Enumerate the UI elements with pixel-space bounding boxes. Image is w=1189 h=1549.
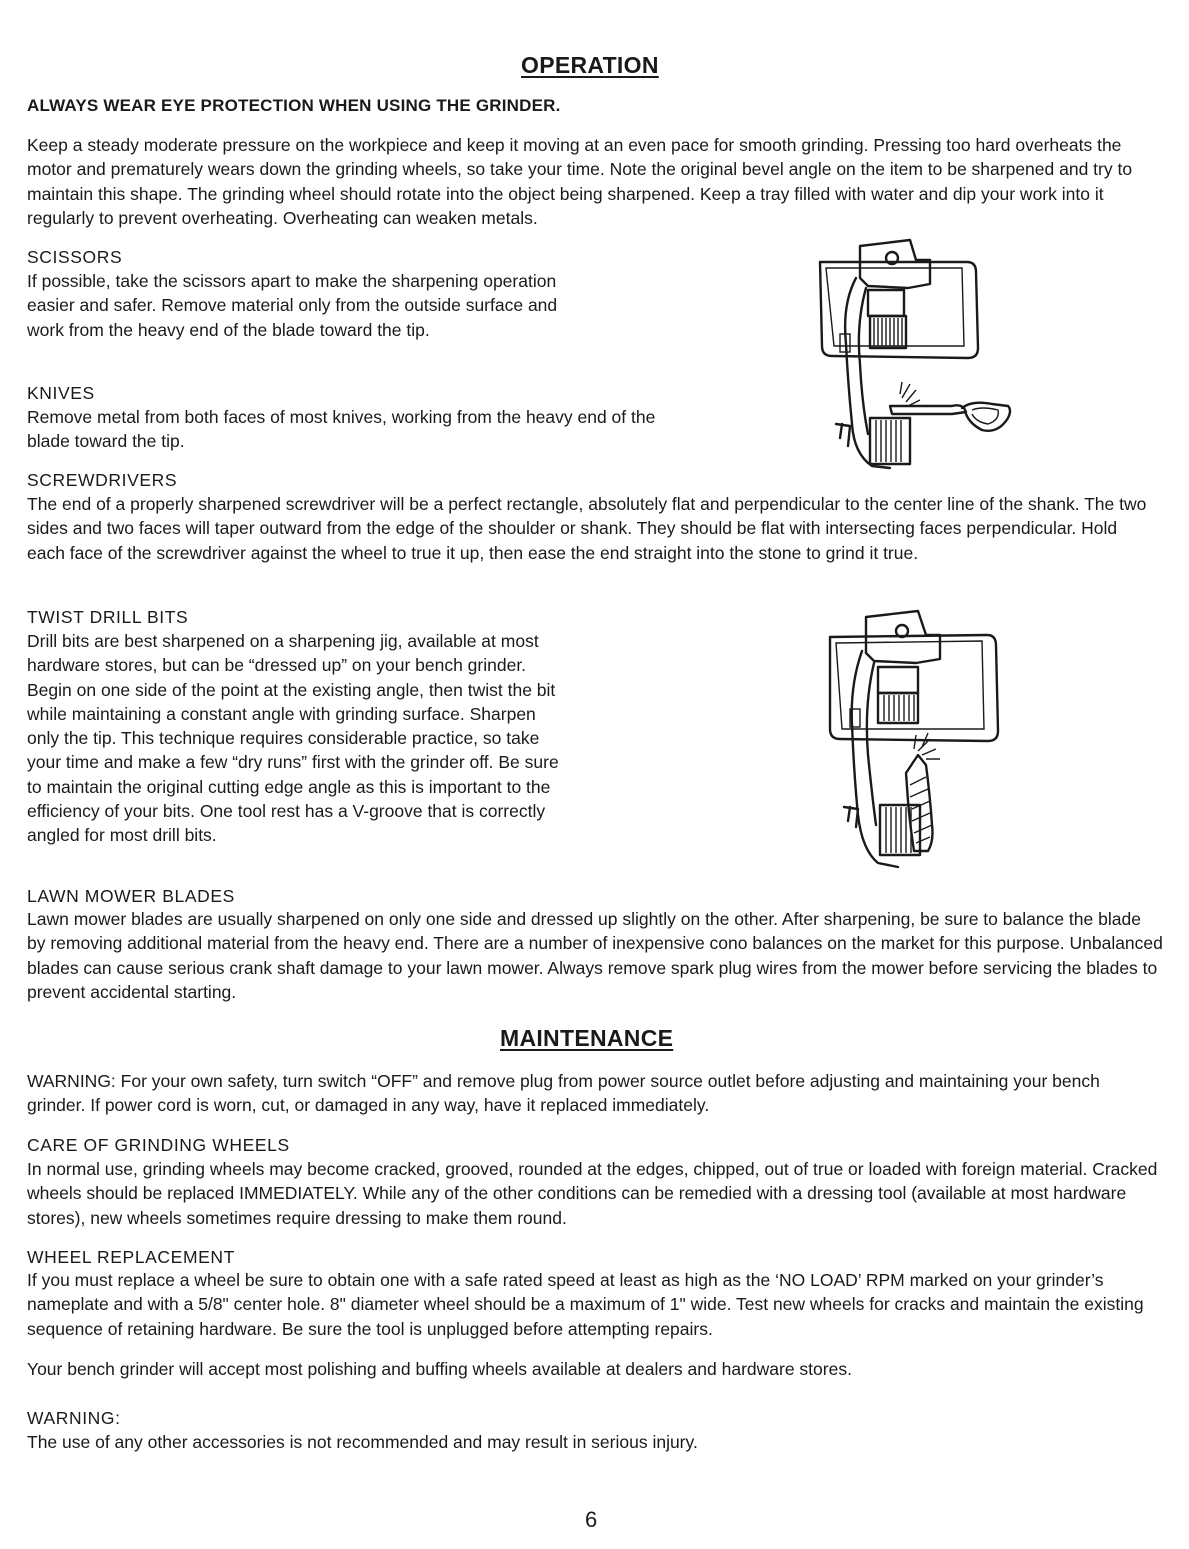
drill-bit-sharpening-illustration — [822, 605, 1007, 875]
care-body: In normal use, grinding wheels may become cracked, grooved, rounded at the edges, chipped, out of true or loaded with foreign material. Cracked wheels should be replaced IMMEDIATELY. While any of the other conditions can be remedied with a dressing tool (available at most hardware stores), new wheels sometimes require dressing to make them round. — [27, 1159, 1158, 1228]
operation-title: OPERATION — [521, 52, 659, 78]
drill-bits-heading: TWIST DRILL BITS — [27, 607, 189, 627]
screwdrivers-heading: SCREWDRIVERS — [27, 470, 178, 490]
operation-intro: Keep a steady moderate pressure on the workpiece and keep it moving at an even pace for smooth grinding. Pressing too hard overheats the motor and prematurely wears down the grinding wheels, so take your time. Note the original bevel angle on the item to be sharpened and try to maintain this shape. The grinding wheel should rotate into the object being sharpened. Keep a tray filled with water and dip your work into it regularly to prevent overheating. Overheating can weaken metals. — [27, 135, 1133, 228]
care-heading: CARE OF GRINDING WHEELS — [27, 1135, 290, 1155]
scissors-body: If possible, take the scissors apart to make the sharpening operation easier and safer. Remove material only from the outside surface and work from the heavy end of the blade toward the tip. — [27, 271, 558, 340]
replacement-heading: WHEEL REPLACEMENT — [27, 1247, 235, 1267]
knife-sharpening-illustration — [812, 234, 1022, 484]
drill-bits-body: Drill bits are best sharpened on a sharpening jig, available at most hardware stores, but can be “dressed up” on your bench grinder. Begin on one side of the point at the existing angle, then twist the bit while maintaining a constant angle with grinding surface. Sharpen only the tip. This technique requires considerable practice, so take your time and make a few “dry runs” first with the grinder off. Be sure to maintain the original cutting edge angle as this is important to the efficiency of your bits. One tool rest has a V-groove that is correctly angled for most drill bits. — [27, 631, 559, 846]
lawn-mower-body: Lawn mower blades are usually sharpened on only one side and dressed up slightly on the other. After sharpening, be sure to balance the blade by removing additional material from the heavy end. There are a number of inexpensive cono balances on the market for this purpose. Unbalanced blades can cause serious crank shaft damage to your lawn mower. Always remove spark plug wires from the mower before servicing the blades to prevent accidental starting. — [27, 909, 1163, 1002]
lawn-mower-heading: LAWN MOWER BLADES — [27, 886, 235, 906]
replacement-body: If you must replace a wheel be sure to obtain one with a safe rated speed at least as high as the ‘NO LOAD’ RPM marked on your grinder’s nameplate and with a 5/8" center hole. 8" diameter wheel should be a maximum of 1" wide. Test new wheels for cracks and maintain the existing sequence of retaining hardware. Be sure the tool is unplugged before attempting repairs. — [27, 1270, 1144, 1339]
knives-body: Remove metal from both faces of most knives, working from the heavy end of the blade toward the tip. — [27, 407, 656, 452]
maintenance-title: MAINTENANCE — [500, 1025, 674, 1051]
scissors-heading: SCISSORS — [27, 247, 123, 267]
final-warning-body: The use of any other accessories is not recommended and may result in serious injury. — [27, 1432, 698, 1452]
maintenance-warning: WARNING: For your own safety, turn switch “OFF” and remove plug from power source outlet before adjusting and maintaining your bench grinder. If power cord is worn, cut, or damaged in any way, have it replaced immediately. — [27, 1071, 1100, 1116]
page-number: 6 — [585, 1507, 598, 1532]
accessories-note: Your bench grinder will accept most polishing and buffing wheels available at dealers and hardware stores. — [27, 1359, 852, 1379]
knives-heading: KNIVES — [27, 383, 95, 403]
eye-protection-warning: ALWAYS WEAR EYE PROTECTION WHEN USING THE GRINDER. — [27, 96, 561, 115]
screwdrivers-body: The end of a properly sharpened screwdriver will be a perfect rectangle, absolutely flat and perpendicular to the center line of the shank. The two sides and two faces will taper outward from the edge of the shoulder or shank. They should be flat with intersecting faces perpendicular. Hold each face of the screwdriver against the wheel to true it up, then ease the end straight into the stone to grind it true. — [27, 494, 1147, 563]
final-warning-heading: WARNING: — [27, 1408, 121, 1428]
